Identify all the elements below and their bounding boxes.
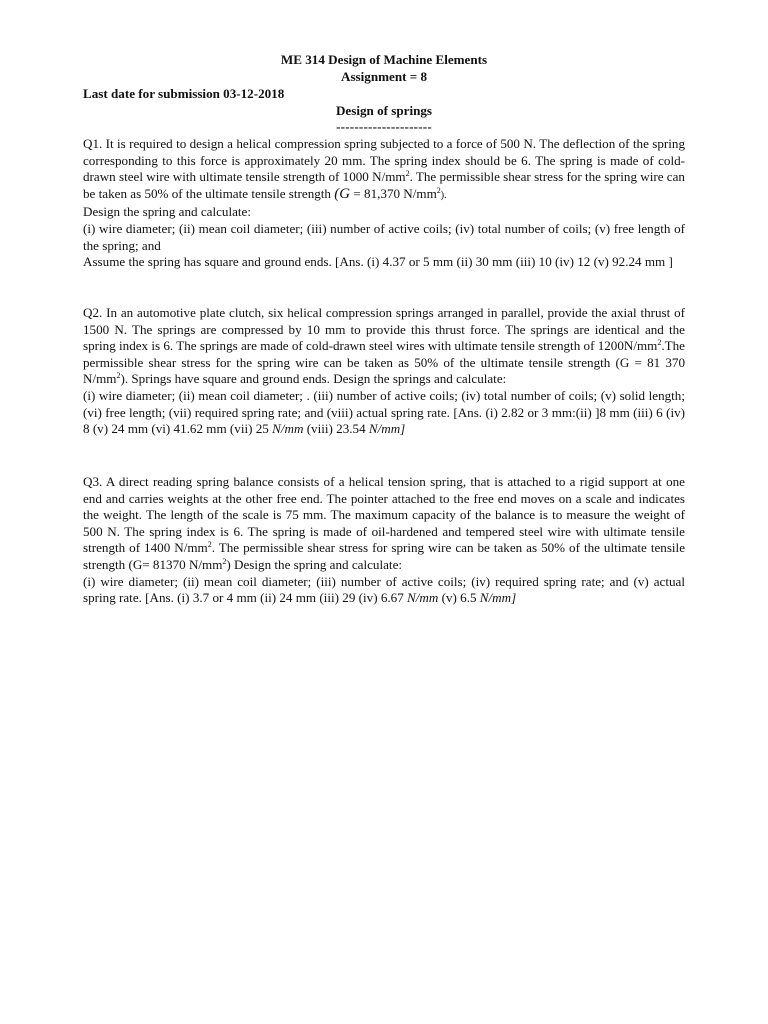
question-1-instruction: Design the spring and calculate: [83, 204, 251, 220]
question-2 [83, 305, 685, 438]
heading-rule: --------------------- [336, 119, 432, 134]
question-1-answer: Assume the spring has square and ground ends. [Ans. (i) 4.37 or 5 mm (ii) 30 mm (iii) 10 (iv) 12 (v) 92.24 mm ] [83, 254, 673, 270]
question-2-parts-answer: (i) wire diameter; (ii) mean coil diameter; . (iii) number of active coils; (iv) total number of coils; (v) solid length; (vi) free length; (vii) required spring rate; and (viii) actual spring rate. [Ans. (i) 2.82 or 3 mm:(ii) ]8 mm (iii) 6 (iv) 8 (v) 24 mm (vi) 41.62 mm (vii) 25 N/mm (viii) 23.54 N/mm] [83, 387, 685, 437]
question-3-parts-answer: (i) wire diameter; (ii) mean coil diameter; (iii) number of active coils; (iv) required spring rate; and (v) actual spring rate. [Ans. (i) 3.7 or 4 mm (ii) 24 mm (iii) 29 (iv) 6.67 N/mm (v) 6.5 N/mm] [83, 573, 685, 606]
submission-deadline: Last date for submission 03-12-2018 [83, 86, 285, 101]
question-1 [83, 136, 685, 271]
topic-heading: Design of springs [335, 103, 433, 118]
question-1-parts: (i) wire diameter; (ii) mean coil diameter; (iii) number of active coils; (iv) total number of coils; (v) free length of the spring; and [83, 220, 685, 253]
assignment-number: Assignment = 8 [340, 69, 428, 84]
question-2-statement: Q2. In an automotive plate clutch, six helical compression springs arranged in parallel, provide the axial thrust of 1500 N. The springs are compressed by 10 mm to provide this thrust force. The springs are identical and the spring index is 6. The springs are made of cold-drawn steel wires with ultimate tensile strength of $1200N/mm^2.The$ permissible shear stress for the spring wire can be taken as 50% of the ultimate tensile strength (G = 81 370 $N/mm^2$). Springs have square and ground ends. Design the springs and calculate: [83, 305, 685, 387]
question-3 [83, 474, 685, 607]
question-3-statement: Q3. A direct reading spring balance consists of a helical tension spring, that is attached to a rigid support at one end and carries weights at the other free end. The pointer attached to the free end moves on a scale and indicates the weight. The length of the scale is 75 mm. The maximum capacity of the balance is to measure the weight of 500 N. The spring index is 6. The spring is made of oil-hardened and tempered steel wire with ultimate tensile strength of 1400 $N/mm^2$. The permissible shear stress for spring wire can be taken as 50% of the ultimate tensile strength (G= 81370 $N/mm^2$) Design the spring and calculate: [83, 474, 686, 572]
question-1-statement: Q1. It is required to design a helical compression spring subjected to a force of 500 N. The deflection of the spring corresponding to this force is approximately 20 mm. The spring index should be 6. The spring is made of cold-drawn steel wire with ultimate tensile strength of 1000 $N/mm^2$. The permissible shear stress for the spring wire can be taken as 50% of the ultimate tensile strength (G = 81,370 $N/mm^2$). [83, 136, 685, 202]
course-title: ME 314 Design of Machine Elements [280, 52, 488, 67]
